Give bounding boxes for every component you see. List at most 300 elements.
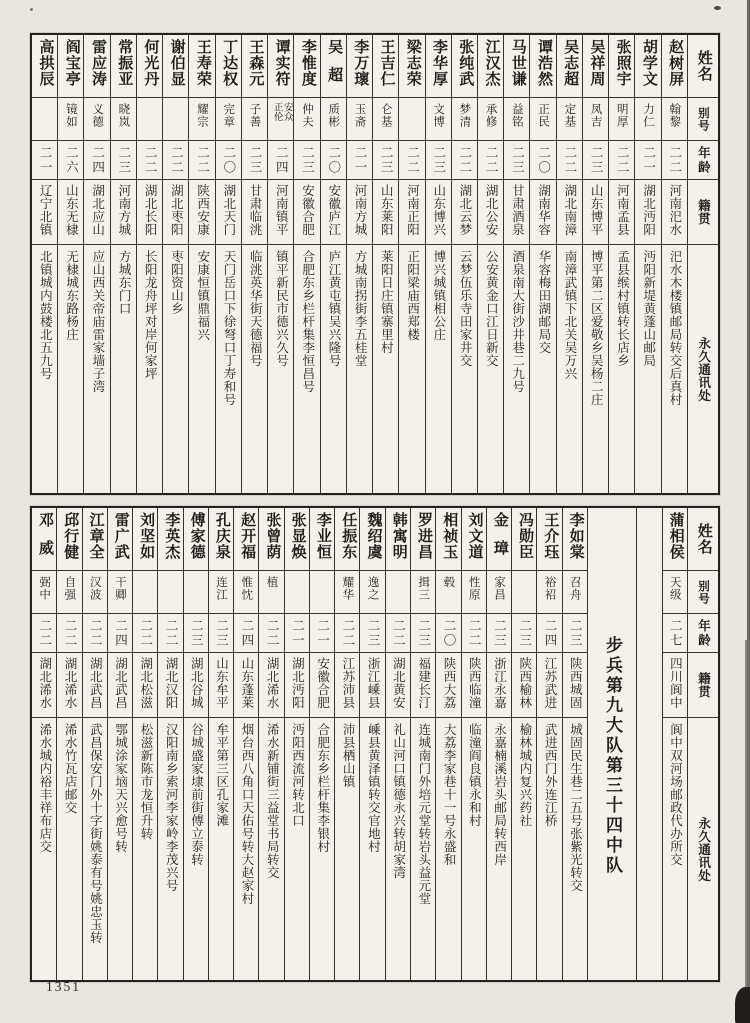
age-cell-text: 二三 bbox=[248, 146, 263, 175]
byname-text: 仲夫 bbox=[300, 103, 313, 128]
person-column bbox=[582, 35, 608, 493]
person-column bbox=[284, 508, 309, 980]
origin-cell-text: 湖北公安 bbox=[484, 184, 499, 236]
name-cell bbox=[58, 35, 83, 97]
name-cell bbox=[259, 508, 283, 570]
name-cell bbox=[462, 508, 486, 570]
age-cell bbox=[310, 613, 334, 652]
name-cell-text: 张纯武 bbox=[457, 39, 474, 87]
address-cell bbox=[321, 244, 346, 493]
age-cell bbox=[635, 140, 660, 179]
header-origin bbox=[688, 652, 718, 717]
address-cell-text: 沔阳新堤黄蓬山邮局 bbox=[641, 250, 656, 367]
age-cell-text: 二〇 bbox=[536, 146, 551, 175]
age-cell bbox=[663, 613, 687, 652]
person-column bbox=[188, 35, 214, 493]
byname-cell bbox=[635, 97, 660, 140]
origin-cell bbox=[635, 179, 660, 244]
age-cell-text: 二二 bbox=[37, 619, 52, 648]
age-cell bbox=[133, 613, 157, 652]
origin-cell bbox=[512, 652, 536, 717]
name-cell bbox=[133, 508, 157, 570]
name-cell bbox=[189, 35, 214, 97]
origin-cell-text: 陕西大荔 bbox=[441, 657, 456, 709]
origin-cell bbox=[530, 179, 555, 244]
origin-cell-text: 陕西榆林 bbox=[517, 657, 532, 709]
origin-cell-text: 河南孟县 bbox=[615, 184, 630, 236]
address-cell bbox=[663, 717, 687, 980]
age-cell-text: 二二 bbox=[391, 619, 406, 648]
address-cell bbox=[347, 244, 372, 493]
origin-cell-text: 浙江永嘉 bbox=[492, 657, 507, 709]
name-cell-text: 李惟度 bbox=[299, 39, 316, 87]
age-cell-text: 二二 bbox=[88, 619, 103, 648]
byname-text: 连江 bbox=[215, 576, 228, 601]
byname-cell bbox=[209, 570, 233, 613]
header-address-label: 永久通讯处 bbox=[696, 336, 711, 402]
roster-table-bottom bbox=[30, 506, 720, 982]
address-cell-text: 华容梅田湖邮局交 bbox=[536, 250, 551, 354]
name-cell-text: 阎宝亭 bbox=[63, 39, 80, 87]
address-cell-text: 礼山河口镇德永兴转胡家湾 bbox=[391, 723, 406, 879]
header-age bbox=[688, 613, 718, 652]
person-column bbox=[661, 35, 687, 493]
name-cell-text: 王介珏 bbox=[542, 512, 559, 560]
name-cell-text: 常振亚 bbox=[116, 39, 133, 87]
header-name bbox=[688, 508, 718, 570]
origin-cell-text: 江苏武进 bbox=[543, 657, 557, 709]
byname-cell bbox=[133, 570, 157, 613]
age-cell-text: 二三 bbox=[492, 619, 507, 648]
origin-cell-text: 安徽庐江 bbox=[326, 184, 341, 236]
age-cell bbox=[108, 613, 132, 652]
address-cell-text: 北镇城内鼓楼北五九号 bbox=[38, 250, 53, 380]
person-column bbox=[608, 35, 634, 493]
origin-cell-text: 湖北谷城 bbox=[189, 657, 204, 709]
address-cell bbox=[294, 244, 319, 493]
age-cell-text: 二二 bbox=[457, 146, 472, 175]
name-cell bbox=[436, 508, 460, 570]
byname-cell bbox=[108, 570, 132, 613]
address-cell bbox=[84, 244, 109, 493]
address-cell bbox=[310, 717, 334, 980]
address-cell bbox=[242, 244, 267, 493]
address-cell bbox=[563, 717, 587, 980]
origin-cell-text: 安徽合肥 bbox=[300, 184, 315, 236]
origin-cell-text: 浙江嵊县 bbox=[366, 657, 381, 709]
name-cell-text: 谭实符 bbox=[273, 39, 290, 87]
person-column bbox=[634, 35, 660, 493]
byname-cell bbox=[452, 97, 477, 140]
header-column bbox=[687, 35, 718, 493]
name-cell bbox=[32, 35, 57, 97]
byname-cell bbox=[32, 97, 57, 140]
age-cell-text: 二三 bbox=[589, 146, 604, 175]
address-cell-text: 云梦伍乐寺田家井交 bbox=[458, 250, 473, 367]
name-cell bbox=[158, 508, 182, 570]
byname-text: 裕袑 bbox=[543, 576, 556, 601]
name-cell-text: 罗进昌 bbox=[415, 512, 432, 560]
address-cell bbox=[487, 717, 511, 980]
origin-cell bbox=[487, 652, 511, 717]
person-column bbox=[241, 35, 267, 493]
unit-divider-column bbox=[587, 508, 637, 980]
name-cell-text: 金璋 bbox=[491, 512, 508, 568]
byname-text: 耀华 bbox=[341, 576, 354, 601]
age-cell-text: 二二 bbox=[138, 619, 153, 648]
name-cell-text: 张照宇 bbox=[614, 39, 631, 87]
name-cell-text: 何光丹 bbox=[142, 39, 159, 87]
byname-text: 质彬 bbox=[327, 103, 340, 128]
age-cell-text: 二四 bbox=[239, 619, 254, 648]
roster-tables bbox=[30, 33, 720, 982]
name-cell-text: 孔庆泉 bbox=[213, 512, 230, 560]
age-cell-text: 二二 bbox=[340, 619, 355, 648]
age-cell bbox=[259, 613, 283, 652]
byname-text: 义德 bbox=[91, 103, 104, 128]
byname-text: 性原 bbox=[467, 576, 480, 601]
byname-text: 正伦 bbox=[271, 102, 282, 121]
origin-cell-text: 山东无棣 bbox=[64, 184, 79, 236]
scan-corner-blob bbox=[735, 987, 750, 1023]
name-cell bbox=[512, 508, 536, 570]
age-cell-text: 二二 bbox=[195, 146, 210, 175]
byname-cell bbox=[158, 570, 182, 613]
origin-cell bbox=[163, 179, 188, 244]
person-column bbox=[662, 508, 687, 980]
header-byname bbox=[688, 97, 718, 140]
age-cell bbox=[487, 613, 511, 652]
address-cell-text: 武进西门外连江桥 bbox=[543, 723, 558, 827]
origin-cell-text: 河南正阳 bbox=[405, 184, 420, 236]
byname-cell bbox=[386, 570, 410, 613]
header-origin-label: 籍贯 bbox=[696, 199, 711, 225]
origin-cell bbox=[609, 179, 634, 244]
origin-cell-text: 甘肃临洮 bbox=[248, 184, 263, 236]
byname-cell bbox=[663, 570, 687, 613]
address-cell-text: 榆林城内复兴药社 bbox=[517, 723, 532, 827]
person-column bbox=[486, 508, 511, 980]
name-cell-text: 李英杰 bbox=[163, 512, 180, 560]
address-cell bbox=[662, 244, 687, 493]
age-cell-text: 二四 bbox=[543, 619, 557, 648]
byname-cell bbox=[530, 97, 555, 140]
origin-cell-text: 河南镇平 bbox=[274, 184, 289, 236]
address-cell-text: 城固民生巷二五号张紫光转交 bbox=[568, 723, 583, 892]
age-cell-text: 二三 bbox=[416, 619, 431, 648]
byname-cell bbox=[487, 570, 511, 613]
scan-edge-right-dark bbox=[745, 640, 747, 1023]
person-column bbox=[132, 508, 157, 980]
byname-cell bbox=[189, 97, 214, 140]
address-cell bbox=[530, 244, 555, 493]
age-cell-text: 二四 bbox=[274, 146, 289, 175]
origin-cell-text: 河南汜水 bbox=[667, 184, 682, 236]
address-cell bbox=[209, 717, 233, 980]
origin-cell bbox=[399, 179, 424, 244]
address-cell-text: 方城东门口 bbox=[117, 250, 132, 315]
name-cell bbox=[310, 508, 334, 570]
byname-cell bbox=[360, 570, 384, 613]
person-column bbox=[451, 35, 477, 493]
age-cell bbox=[436, 613, 460, 652]
origin-cell bbox=[111, 179, 136, 244]
address-cell-text: 武昌保安门外十字街姚泰有号姚忠玉转 bbox=[88, 723, 103, 944]
age-cell-text: 二三 bbox=[300, 146, 315, 175]
origin-cell bbox=[234, 652, 258, 717]
address-cell bbox=[189, 244, 214, 493]
name-cell-text: 任振东 bbox=[340, 512, 357, 560]
age-cell-text: 二一 bbox=[315, 619, 330, 648]
name-cell-text: 王寿荣 bbox=[194, 39, 211, 87]
origin-cell bbox=[216, 179, 241, 244]
name-cell bbox=[209, 508, 233, 570]
origin-cell-text: 湖北枣阳 bbox=[169, 184, 184, 236]
address-cell bbox=[609, 244, 634, 493]
name-cell bbox=[635, 35, 660, 97]
age-cell-text: 二〇 bbox=[221, 146, 236, 175]
address-cell-text: 连城南门外培元堂转岩头益元堂 bbox=[416, 723, 431, 905]
address-cell bbox=[386, 717, 410, 980]
age-cell bbox=[426, 140, 451, 179]
origin-cell-text: 湖北南漳 bbox=[562, 184, 577, 236]
age-cell-text: 二一 bbox=[641, 146, 656, 175]
byname-text: 毂 bbox=[442, 576, 455, 589]
age-cell bbox=[399, 140, 424, 179]
name-cell-text: 张曾荫 bbox=[264, 512, 281, 560]
byname-cell bbox=[111, 97, 136, 140]
name-cell-text: 高拱辰 bbox=[37, 39, 54, 87]
origin-cell bbox=[259, 652, 283, 717]
address-cell bbox=[537, 717, 561, 980]
address-cell-text: 公安黄金口江日新交 bbox=[484, 250, 499, 367]
origin-cell bbox=[32, 652, 56, 717]
origin-cell-text: 湖北汉阳 bbox=[164, 657, 179, 709]
byname-cell bbox=[285, 570, 309, 613]
byname-cell bbox=[216, 97, 241, 140]
address-cell bbox=[83, 717, 107, 980]
age-cell bbox=[504, 140, 529, 179]
address-cell-text: 酒泉南大街沙井巷二九号 bbox=[510, 250, 525, 393]
address-cell-text: 嵊县黄泽镇转交官地村 bbox=[366, 723, 381, 853]
byname-cell bbox=[399, 97, 424, 140]
address-cell bbox=[234, 717, 258, 980]
byname-text: 镜如 bbox=[64, 103, 77, 128]
origin-cell-text: 湖北浠水 bbox=[265, 657, 280, 709]
name-cell-text: 李华厚 bbox=[431, 39, 447, 87]
header-origin-label: 籍贯 bbox=[696, 672, 711, 698]
origin-cell-text: 湖北应山 bbox=[90, 184, 105, 236]
origin-cell-text: 湖南华容 bbox=[536, 184, 551, 236]
byname-cell bbox=[163, 97, 188, 140]
person-column bbox=[511, 508, 536, 980]
scan-speck-top-right bbox=[714, 6, 721, 10]
person-column bbox=[57, 35, 83, 493]
person-column bbox=[215, 35, 241, 493]
address-cell-text: 南漳武镇下北关吴万兴 bbox=[563, 250, 578, 380]
origin-cell-text: 山东博平 bbox=[589, 184, 604, 236]
name-cell bbox=[137, 35, 162, 97]
byname-cell bbox=[512, 570, 536, 613]
address-cell-text: 阆中双河场邮政代办所交 bbox=[668, 723, 683, 866]
byname-cell bbox=[557, 97, 582, 140]
byname-text: 子善 bbox=[248, 103, 261, 128]
person-column bbox=[32, 508, 56, 980]
header-byname-label: 别号 bbox=[696, 106, 709, 132]
byname-cell bbox=[563, 570, 587, 613]
person-column bbox=[536, 508, 561, 980]
byname-cell bbox=[462, 570, 486, 613]
origin-cell bbox=[57, 652, 81, 717]
name-cell bbox=[530, 35, 555, 97]
origin-cell bbox=[242, 179, 267, 244]
name-cell bbox=[268, 35, 293, 97]
byname-text: 正民 bbox=[537, 103, 550, 128]
address-cell-text: 天门岳口下徐弩口丁寿和号 bbox=[222, 250, 236, 406]
age-cell-text: 二二 bbox=[615, 146, 630, 175]
name-cell-text: 江汉杰 bbox=[483, 39, 500, 87]
age-cell-text: 二三 bbox=[116, 146, 131, 175]
address-cell bbox=[216, 244, 241, 493]
byname-text: 承修 bbox=[484, 103, 497, 128]
address-cell-text: 孟县缑村镇转长店乡 bbox=[615, 250, 630, 367]
origin-cell bbox=[583, 179, 608, 244]
age-cell-text: 二二 bbox=[667, 146, 682, 175]
age-cell-text: 二三 bbox=[214, 619, 229, 648]
name-cell-text: 刘文道 bbox=[466, 512, 483, 560]
name-cell bbox=[583, 35, 608, 97]
origin-cell bbox=[537, 652, 561, 717]
byname-cell bbox=[294, 97, 319, 140]
origin-cell-text: 福建长汀 bbox=[416, 657, 431, 709]
age-cell-text: 二四 bbox=[113, 619, 128, 648]
age-cell bbox=[411, 613, 435, 652]
origin-cell bbox=[184, 652, 208, 717]
age-cell bbox=[234, 613, 258, 652]
origin-cell bbox=[310, 652, 334, 717]
name-cell-text: 韩寓明 bbox=[390, 512, 407, 560]
address-cell-text: 莱阳日庄镇寨里村 bbox=[379, 250, 394, 354]
name-cell-text: 赵树屏 bbox=[667, 39, 684, 87]
scan-speck-top-left bbox=[30, 8, 33, 11]
age-cell bbox=[58, 140, 83, 179]
address-cell-text: 大荔李家巷十一号永盛和 bbox=[442, 723, 457, 866]
name-cell bbox=[84, 35, 109, 97]
name-cell bbox=[452, 35, 477, 97]
person-column bbox=[110, 35, 136, 493]
age-cell-text: 二一 bbox=[352, 146, 367, 175]
age-cell bbox=[452, 140, 477, 179]
age-cell bbox=[563, 613, 587, 652]
address-cell bbox=[462, 717, 486, 980]
name-cell bbox=[184, 508, 208, 570]
name-cell-text: 吴超 bbox=[326, 39, 343, 95]
age-cell-text: 二六 bbox=[64, 146, 79, 175]
byname-text: 仑基 bbox=[379, 103, 392, 128]
name-cell-text: 邱行健 bbox=[62, 512, 79, 560]
address-cell-text: 合肥东乡栏杆集李银村 bbox=[315, 723, 330, 853]
address-cell-text: 无棣城东路杨庄 bbox=[64, 250, 79, 341]
name-cell bbox=[563, 508, 587, 570]
origin-cell bbox=[462, 652, 486, 717]
address-cell bbox=[158, 717, 182, 980]
origin-cell bbox=[426, 179, 451, 244]
origin-cell bbox=[285, 652, 309, 717]
age-cell-text: 二〇 bbox=[441, 619, 456, 648]
name-cell bbox=[111, 35, 136, 97]
address-cell-text: 庐江黄屯镇吴兴隆号 bbox=[326, 250, 341, 367]
age-cell-text: 二二 bbox=[169, 146, 184, 175]
address-cell bbox=[137, 244, 162, 493]
byname-text: 益铭 bbox=[510, 103, 523, 128]
person-column bbox=[267, 35, 293, 493]
name-cell-text: 魏绍虞 bbox=[365, 512, 382, 560]
age-cell bbox=[209, 613, 233, 652]
origin-cell-text: 甘肃酒泉 bbox=[510, 184, 525, 236]
origin-cell-text: 山东博兴 bbox=[431, 184, 446, 236]
header-name bbox=[688, 35, 718, 97]
byname-cell bbox=[504, 97, 529, 140]
byname-text: 逸之 bbox=[366, 576, 379, 601]
person-column bbox=[309, 508, 334, 980]
byname-cell bbox=[268, 97, 293, 140]
origin-cell-text: 陕西临潼 bbox=[467, 657, 482, 709]
name-cell bbox=[321, 35, 346, 97]
name-cell bbox=[32, 508, 56, 570]
address-cell bbox=[411, 717, 435, 980]
origin-cell bbox=[158, 652, 182, 717]
age-cell bbox=[216, 140, 241, 179]
age-cell-text: 二二 bbox=[484, 146, 499, 175]
header-address bbox=[688, 244, 718, 493]
header-origin bbox=[688, 179, 718, 244]
byname-cell bbox=[58, 97, 83, 140]
origin-cell bbox=[452, 179, 477, 244]
person-column bbox=[346, 35, 372, 493]
byname-cell bbox=[662, 97, 687, 140]
byname-text: 翰黎 bbox=[668, 103, 681, 128]
name-cell-text: 梁志荣 bbox=[404, 39, 421, 87]
name-cell-text: 傅家德 bbox=[188, 512, 205, 560]
person-column bbox=[385, 508, 410, 980]
header-address-label: 永久通讯处 bbox=[696, 816, 711, 882]
byname-cell bbox=[411, 570, 435, 613]
person-column bbox=[183, 508, 208, 980]
person-column bbox=[477, 35, 503, 493]
name-cell bbox=[108, 508, 132, 570]
name-cell-text: 王吉仁 bbox=[378, 39, 395, 87]
age-cell-text: 二二 bbox=[164, 619, 179, 648]
address-cell-text: 安康恒镇鼎福兴 bbox=[195, 250, 210, 341]
address-cell-text: 汜水木楼镇邮局转交后真村 bbox=[667, 250, 682, 406]
person-column bbox=[359, 508, 384, 980]
address-cell bbox=[335, 717, 359, 980]
origin-cell-text: 湖北天门 bbox=[221, 184, 236, 236]
address-cell bbox=[373, 244, 398, 493]
byname-cell bbox=[436, 570, 460, 613]
address-cell-text: 沔阳西流河转北口 bbox=[290, 723, 305, 827]
origin-cell bbox=[373, 179, 398, 244]
address-cell-text: 镇平新民市德兴久号 bbox=[274, 250, 289, 367]
origin-cell-text: 湖北浠水 bbox=[37, 657, 52, 709]
person-column bbox=[233, 508, 258, 980]
age-cell-text: 二一 bbox=[290, 619, 305, 648]
name-cell bbox=[285, 508, 309, 570]
name-cell bbox=[537, 508, 561, 570]
origin-cell-text: 湖北黄安 bbox=[391, 657, 406, 709]
address-cell bbox=[58, 244, 83, 493]
address-cell bbox=[583, 244, 608, 493]
